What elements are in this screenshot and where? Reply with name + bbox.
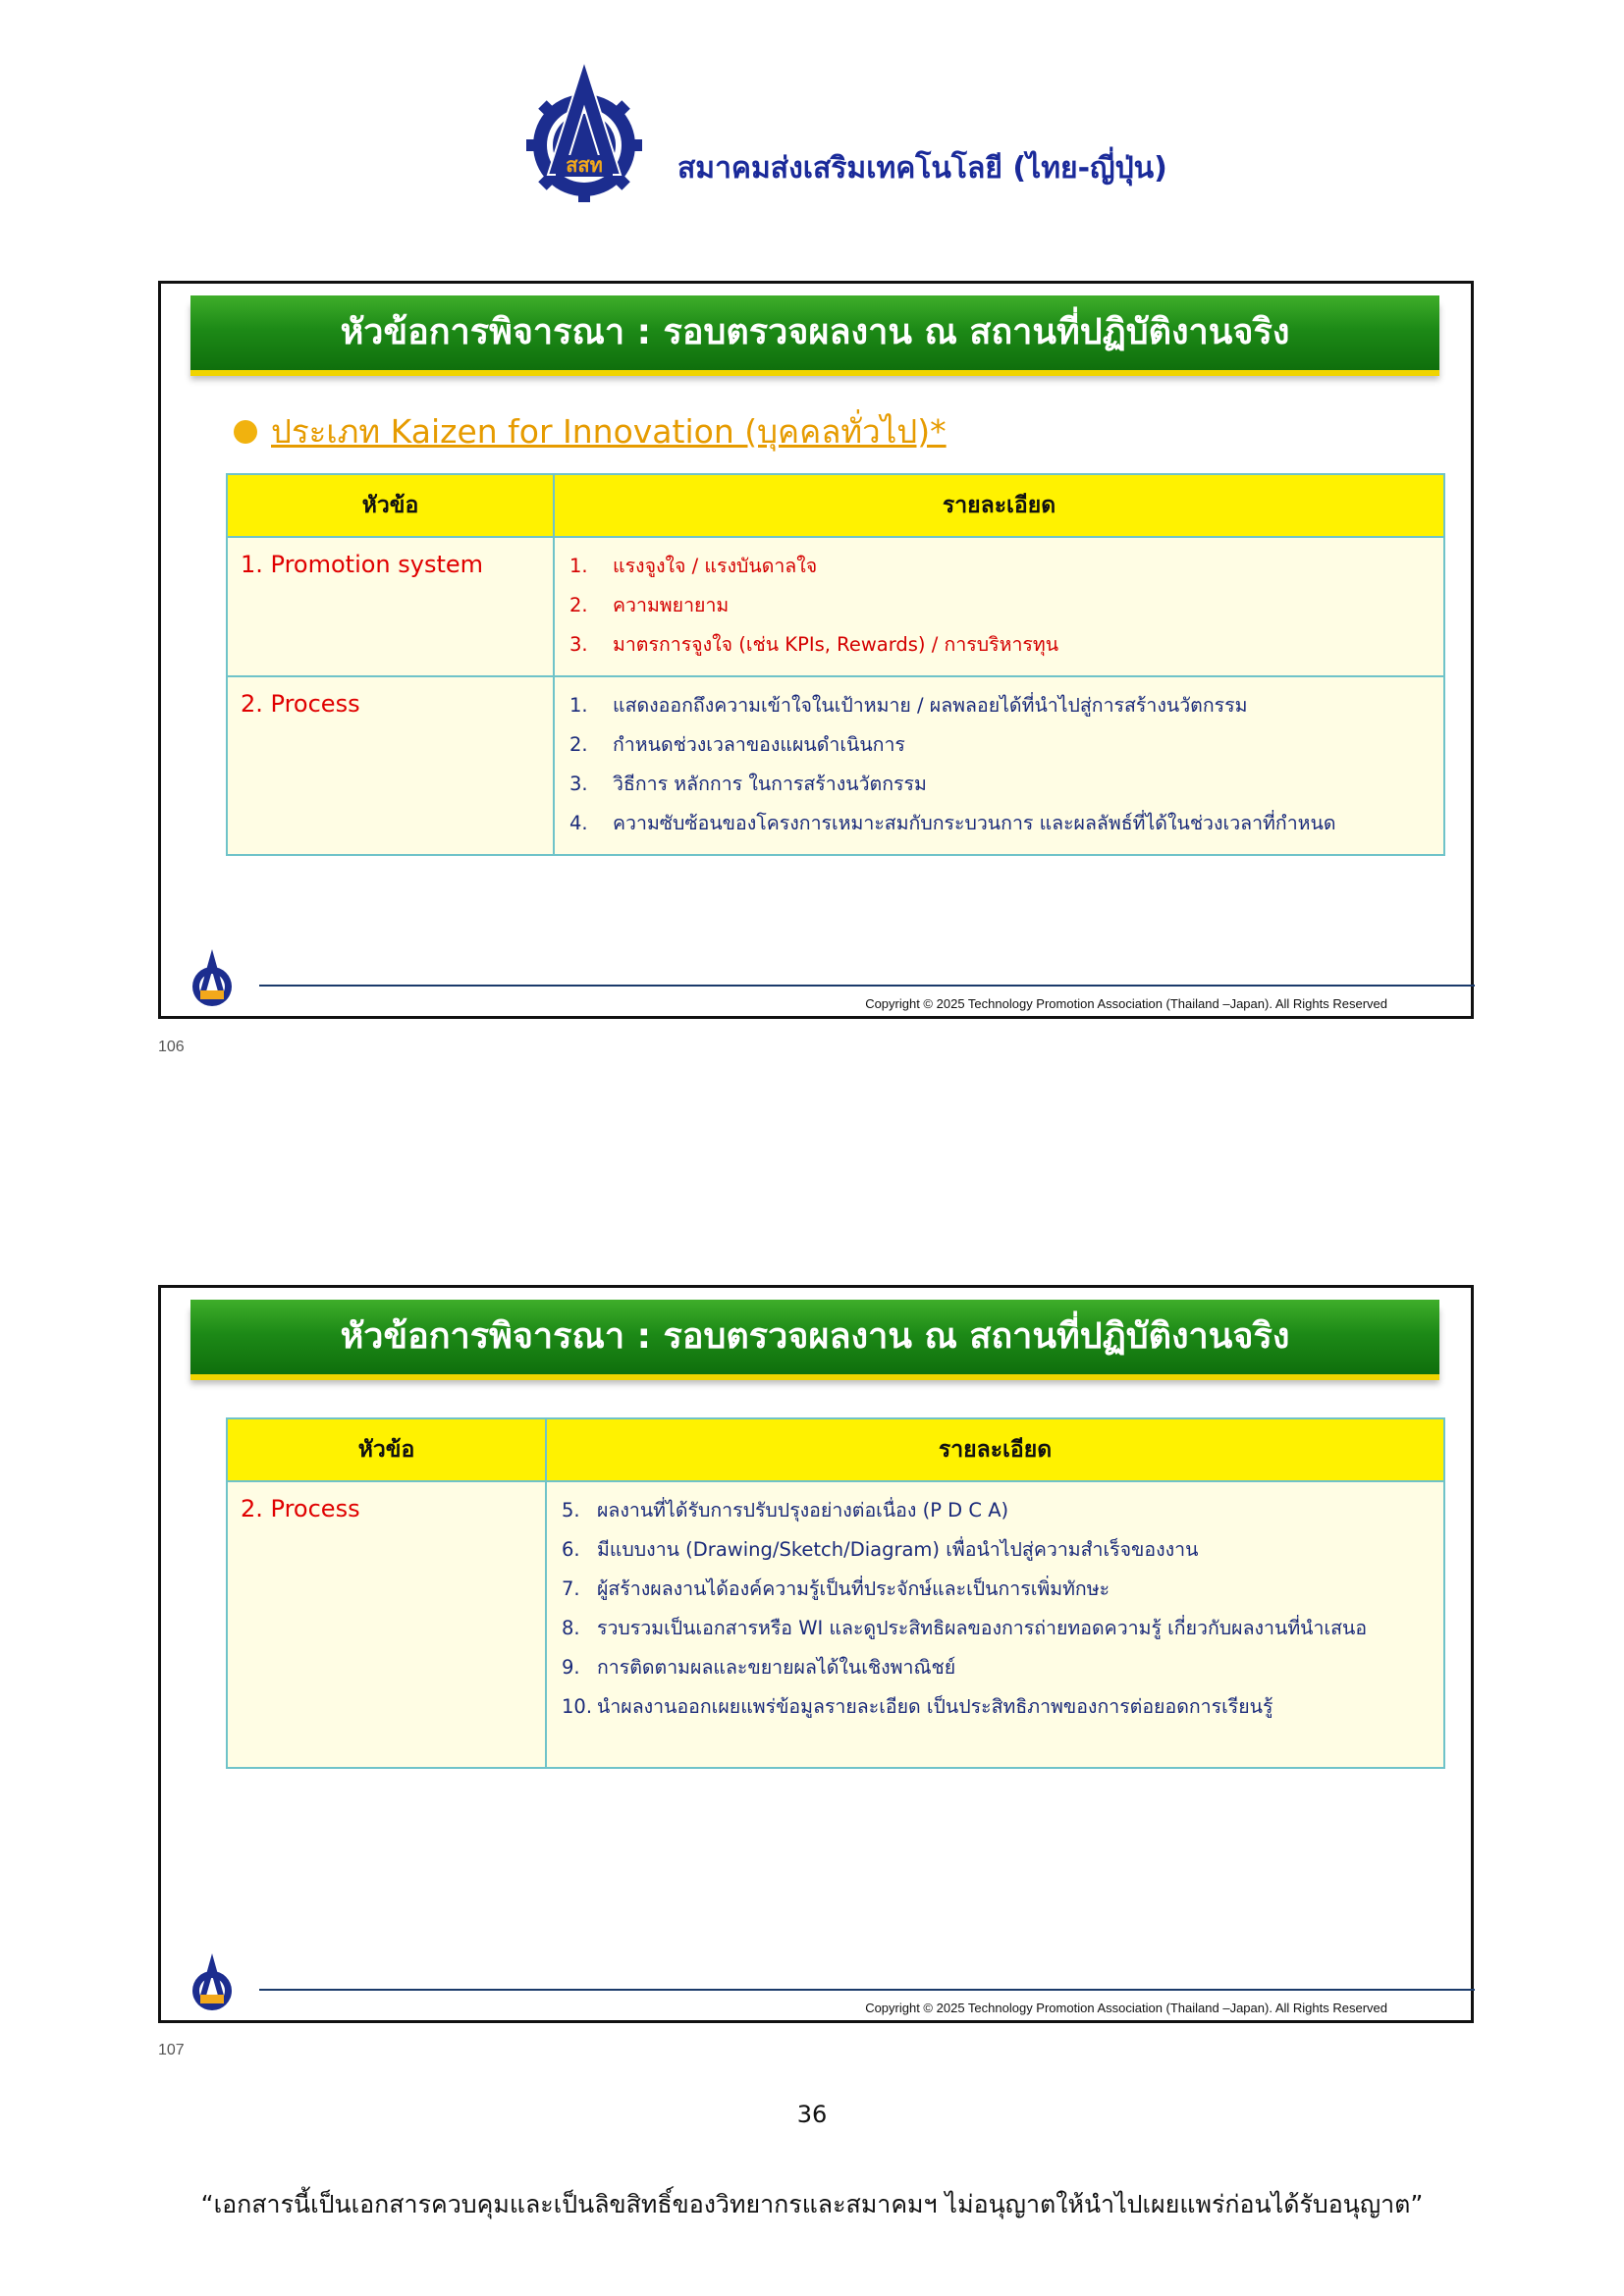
table-header-row	[227, 1418, 1444, 1481]
slide-title: หัวข้อการพิจารณา : รอบตรวจผลงาน ณ สถานที่ปฏิบัติงานจริง	[340, 312, 1290, 352]
criteria-table	[226, 473, 1445, 856]
document-header	[0, 0, 1624, 216]
list-item: 5. ผลงานที่ได้รับการปรับปรุงอย่างต่อเนื่อง (P D C A)	[562, 1499, 1009, 1522]
list-item: 10. นำผลงานออกเผยแพร่ข้อมูลรายละเอียด เป็นประสิทธิภาพของการต่อยอดการเรียนรู้	[562, 1695, 1273, 1718]
subheading-text: ประเภท Kaizen for Innovation (บุคคลทั่วไป)*	[271, 412, 947, 451]
list-item: 1. แรงจูงใจ / แรงบันดาลใจ	[569, 555, 818, 577]
slide-106	[158, 281, 1474, 1019]
list-item: 4. ความซับซ้อนของโครงการเหมาะสมกับกระบวนการ และผลลัพธ์ที่ได้ในช่วงเวลาที่กำหนด	[569, 812, 1336, 834]
criteria-table	[226, 1417, 1445, 1769]
table-row	[227, 676, 1444, 855]
page-number: 36	[796, 2101, 828, 2128]
slide-number: 106	[158, 1039, 185, 1055]
detail-list	[548, 1483, 1442, 1736]
detail-list	[556, 678, 1442, 853]
list-item: 6. มีแบบงาน (Drawing/Sketch/Diagram) เพื่อนำไปสู่ความสำเร็จของงาน	[562, 1538, 1199, 1561]
subheading	[234, 405, 947, 449]
list-item: 2. กำหนดช่วงเวลาของแผนดำเนินการ	[569, 733, 905, 756]
topic-cell: 1. Promotion system	[241, 551, 484, 578]
table-header-row	[227, 474, 1444, 537]
bullet-icon	[234, 420, 257, 444]
slide-title: หัวข้อการพิจารณา : รอบตรวจผลงาน ณ สถานที่ปฏิบัติงานจริง	[340, 1316, 1290, 1357]
slide-number: 107	[158, 2042, 185, 2058]
column-header-detail: รายละเอียด	[546, 1418, 1444, 1481]
footer-logo-icon	[190, 949, 234, 1010]
topic-cell: 2. Process	[241, 1495, 360, 1522]
table-row	[227, 537, 1444, 676]
column-header-detail: รายละเอียด	[554, 474, 1444, 537]
footer-divider	[259, 1989, 1475, 1991]
list-item: 2. ความพยายาม	[569, 594, 730, 616]
copyright-notice: Copyright © 2025 Technology Promotion Association (Thailand –Japan). All Rights Reserved	[865, 2001, 1387, 2015]
list-item: 7. ผู้สร้างผลงานได้องค์ความรู้เป็นที่ประจักษ์และเป็นการเพิ่มทักษะ	[562, 1577, 1110, 1600]
association-name: สมาคมส่งเสริมเทคโนโลยี (ไทย-ญี่ปุ่น)	[677, 151, 1167, 186]
column-header-topic: หัวข้อ	[227, 1418, 546, 1481]
disclaimer-text: “เอกสารนี้เป็นเอกสารควบคุมและเป็นลิขสิทธิ์ของวิทยากรและสมาคมฯ ไม่อนุญาตให้นำไปเผยแพร่ก่อนได้รับอนุญาต”	[200, 2190, 1424, 2218]
footer-divider	[259, 985, 1475, 987]
slide-107	[158, 1285, 1474, 2023]
detail-list	[556, 539, 1442, 674]
list-item: 3. วิธีการ หลักการ ในการสร้างนวัตกรรม	[569, 773, 927, 795]
slide-title-banner	[190, 1300, 1439, 1374]
list-item: 1. แสดงออกถึงความเข้าใจในเป้าหมาย / ผลพลอยได้ที่นำไปสู่การสร้างนวัตกรรม	[569, 694, 1248, 717]
slide-title-banner	[190, 295, 1439, 370]
footer-logo-icon	[190, 1953, 234, 2014]
copyright-notice: Copyright © 2025 Technology Promotion Association (Thailand –Japan). All Rights Reserved	[865, 996, 1387, 1011]
list-item: 8. รวบรวมเป็นเอกสารหรือ WI และดูประสิทธิผลของการถ่ายทอดความรู้ เกี่ยวกับผลงานที่นำเสนอ	[562, 1617, 1368, 1639]
logo-text: สสท	[566, 153, 603, 177]
table-row	[227, 1481, 1444, 1768]
list-item: 3. มาตรการจูงใจ (เช่น KPIs, Rewards) / การบริหารทุน	[569, 633, 1059, 656]
topic-cell: 2. Process	[241, 690, 360, 718]
list-item: 9. การติดตามผลและขยายผลได้ในเชิงพาณิชย์	[562, 1656, 956, 1679]
column-header-topic: หัวข้อ	[227, 474, 554, 537]
association-logo	[526, 59, 642, 206]
